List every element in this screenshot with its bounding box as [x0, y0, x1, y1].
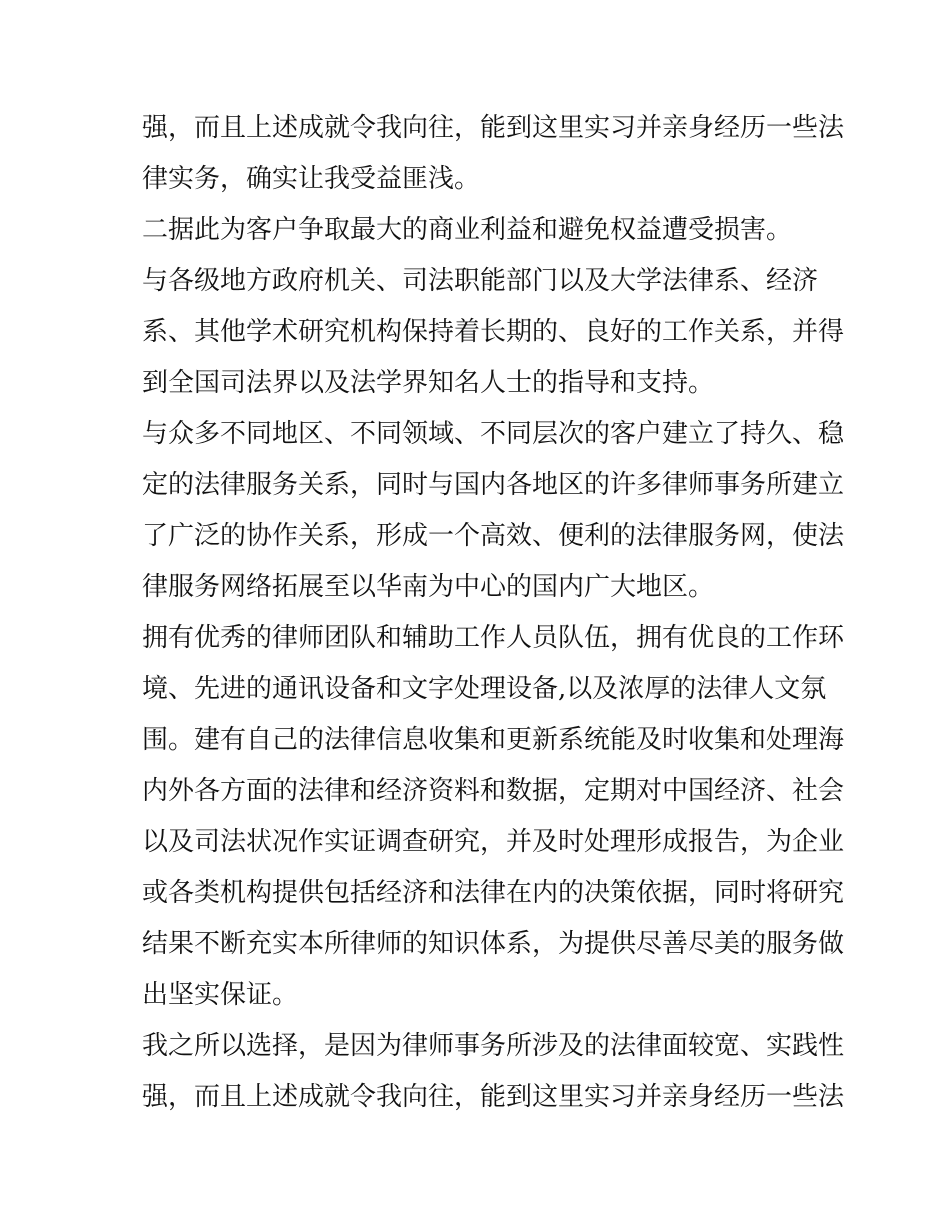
text-line: 律服务网络拓展至以华南为中心的国内广大地区。 — [142, 572, 715, 602]
text-line: 或各类机构提供包括经济和法律在内的决策依据，同时将研究 — [142, 878, 845, 908]
text-line: 到全国司法界以及法学界知名人士的指导和支持。 — [142, 368, 715, 398]
text-line: 我之所以选择，是因为律师事务所涉及的法律面较宽、实践性 — [142, 1031, 845, 1061]
text-line: 以及司法状况作实证调查研究，并及时处理形成报告，为企业 — [142, 827, 845, 857]
text-line: 围。建有自己的法律信息收集和更新系统能及时收集和处理海 — [142, 725, 845, 755]
text-line: 定的法律服务关系，同时与国内各地区的许多律师事务所建立 — [142, 470, 845, 500]
text-line: 系、其他学术研究机构保持着长期的、良好的工作关系，并得 — [142, 317, 845, 347]
text-line: 强，而且上述成就令我向往，能到这里实习并亲身经历一些法 — [142, 113, 845, 143]
text-line: 出坚实保证。 — [142, 980, 299, 1010]
text-line: 境、先进的通讯设备和文字处理设备,以及浓厚的法律人文氛 — [142, 674, 827, 704]
text-line: 结果不断充实本所律师的知识体系，为提供尽善尽美的服务做 — [142, 929, 845, 959]
document-body — [142, 103, 845, 1123]
text-line: 了广泛的协作关系，形成一个高效、便利的法律服务网，使法 — [142, 521, 845, 551]
text-line: 与各级地方政府机关、司法职能部门以及大学法律系、经济 — [142, 266, 819, 296]
text-line: 二据此为客户争取最大的商业利益和避免权益遭受损害。 — [142, 215, 793, 245]
text-line: 拥有优秀的律师团队和辅助工作人员队伍，拥有优良的工作环 — [142, 623, 845, 653]
text-line: 与众多不同地区、不同领域、不同层次的客户建立了持久、稳 — [142, 419, 845, 449]
text-line: 内外各方面的法律和经济资料和数据，定期对中国经济、社会 — [142, 776, 845, 806]
text-line: 强，而且上述成就令我向往，能到这里实习并亲身经历一些法 — [142, 1082, 845, 1112]
text-line: 律实务，确实让我受益匪浅。 — [142, 164, 481, 194]
